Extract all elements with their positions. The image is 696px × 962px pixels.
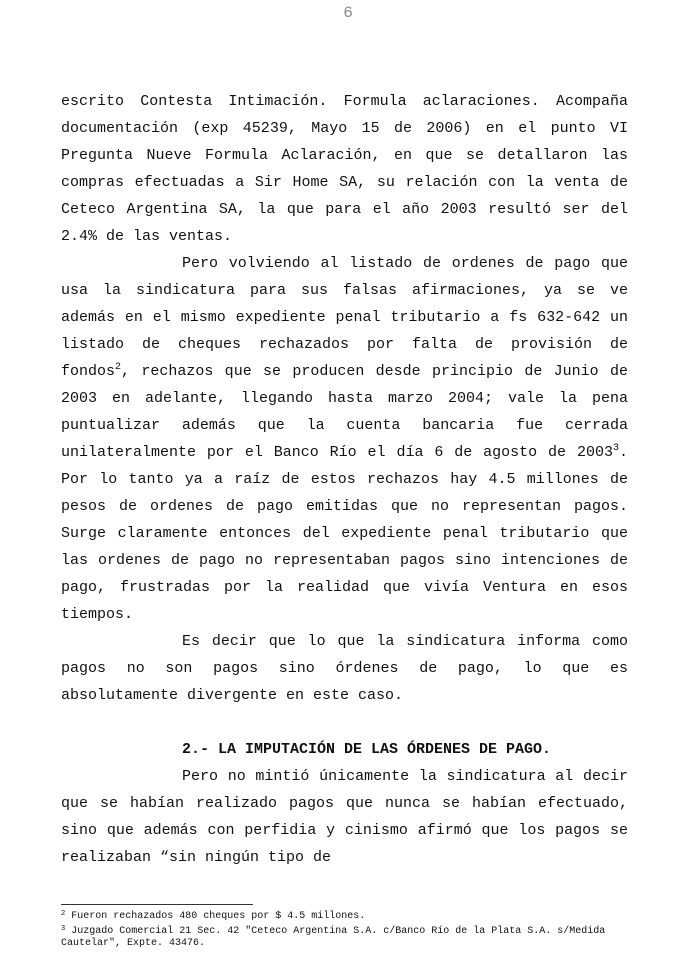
paragraph-1: escrito Contesta Intimación. Formula aclaraciones. Acompaña documentación (exp 45239, Mayo 15 de 2006) en el punto VI Pregunta Nueve Formula Aclaración, en que se detallaron las compras efectuadas a Sir Home SA, su relación con la venta de Ceteco Argentina SA, la que para el año 2003 resultó ser del 2.4% de las ventas.: [61, 93, 628, 245]
paragraph-2-part-c: . Por lo tanto ya a raíz de estos rechazos hay 4.5 millones de pesos de ordenes de pago emitidas que no representan pagos. Surge claramente entonces del expediente penal tributario que las ordenes de pago no representaban pagos sino intenciones de pago, frustradas por la realidad que vivía Ventura en esos tiempos.: [61, 444, 628, 623]
paragraph-2-part-a: Pero volviendo al listado de ordenes de pago que usa la sindicatura para sus falsas afirmaciones, ya se ve además en el mismo expediente penal tributario a fs 632-642 un listado de cheques rechazados por falta de provisión de fondos: [61, 255, 628, 380]
footnote-text: Fueron rechazados 480 cheques por $ 4.5 millones.: [71, 911, 366, 922]
footnote-2: [61, 908, 621, 923]
paragraph-3: Es decir que lo que la sindicatura informa como pagos no son pagos sino órdenes de pago, lo que es absolutamente divergente en este caso.: [61, 633, 628, 704]
footnote-text: Juzgado Comercial 21 Sec. 42 "Ceteco Argentina S.A. c/Banco Río de la Plata S.A. s/Medida Cautelar", Expte. 43476.: [61, 926, 606, 949]
footnote-ref-2: 2: [115, 362, 122, 373]
section-heading: 2.- LA IMPUTACIÓN DE LAS ÓRDENES DE PAGO.: [182, 741, 552, 758]
body-text: [61, 88, 628, 871]
footnote-ref-3: 3: [612, 443, 619, 454]
page-number: 6: [343, 4, 353, 22]
paragraph-2: [61, 250, 628, 628]
footnote-3: [61, 923, 621, 950]
paragraph-2-part-b: , rechazos que se producen desde principio de Junio de 2003 en adelante, llegando hasta marzo 2004; vale la pena puntualizar además que la cuenta bancaria fue cerrada unilateralmente por el Banco Río el día 6 de agosto de 2003: [61, 363, 628, 461]
footnote-mark: 3: [61, 925, 66, 933]
paragraph-4: Pero no mintió únicamente la sindicatura al decir que se habían realizado pagos que nunca se habían efectuado, sino que además con perfidia y cinismo afirmó que los pagos se realizaban “sin ningún tipo de: [61, 768, 628, 866]
footnote-divider: [61, 904, 253, 905]
footnotes: [61, 908, 621, 950]
footnote-mark: 2: [61, 910, 66, 918]
